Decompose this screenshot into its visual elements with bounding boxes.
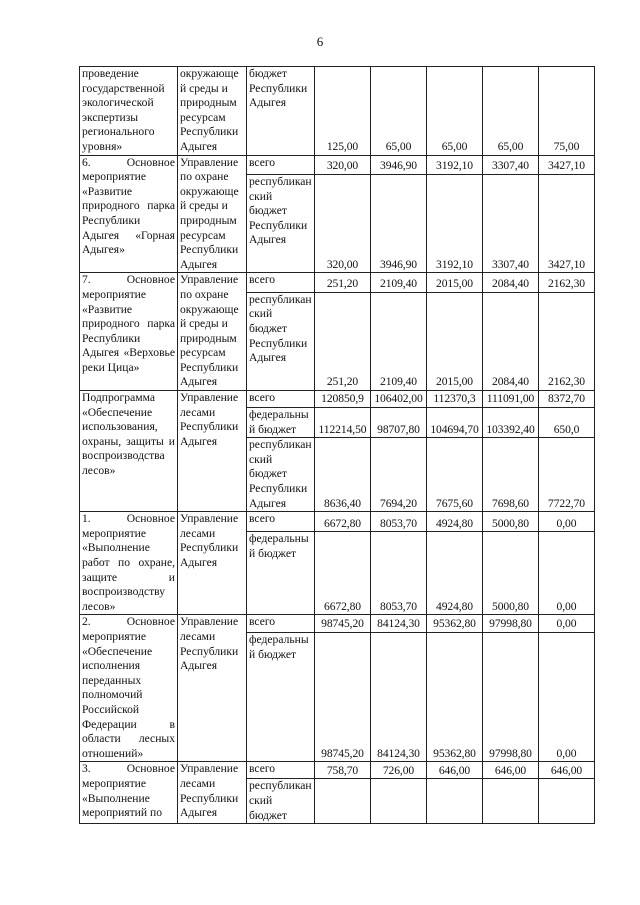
amount-cell: 95362,80 [427, 615, 483, 633]
amount-cell [371, 779, 427, 824]
amount-cell: 84124,30 [371, 615, 427, 633]
amount-cell: 3946,90 [371, 155, 427, 174]
responsible-org-cell: окружающей среды и природным ресурсам Республики Адыгея [178, 67, 247, 156]
funding-source-cell: всего [247, 273, 315, 292]
amount-cell: 125,00 [315, 67, 371, 156]
amount-cell: 106402,00 [371, 391, 427, 408]
funding-source-cell: республиканский бюджет Республики Адыгея [247, 174, 315, 272]
amount-cell: 3427,10 [539, 155, 595, 174]
amount-cell: 103392,40 [483, 408, 539, 438]
amount-cell [427, 779, 483, 824]
funding-source-cell: всего [247, 615, 315, 633]
amount-cell: 2015,00 [427, 292, 483, 390]
amount-cell: 3427,10 [539, 174, 595, 272]
funding-source-cell: всего [247, 391, 315, 408]
amount-cell: 2162,30 [539, 273, 595, 292]
table-row [80, 615, 595, 633]
amount-cell: 8053,70 [371, 512, 427, 532]
amount-cell: 3307,40 [483, 174, 539, 272]
amount-cell: 646,00 [483, 762, 539, 779]
funding-source-cell: федеральный бюджет [247, 633, 315, 762]
funding-source-cell: всего [247, 512, 315, 532]
table-row [80, 273, 595, 292]
amount-cell: 8636,40 [315, 438, 371, 512]
responsible-org-cell: Управление лесами Республики Адыгея [178, 762, 247, 824]
amount-cell: 84124,30 [371, 633, 427, 762]
amount-cell: 4924,80 [427, 532, 483, 615]
funding-source-cell: федеральный бюджет [247, 532, 315, 615]
table-row [80, 67, 595, 156]
funding-source-cell: федеральный бюджет [247, 408, 315, 438]
program-name-cell: проведение государственной экологической экспертизы регионального уровня» [80, 67, 178, 156]
program-name-cell: 2. Основное мероприятие «Обеспечение исполнения переданных полномочий Российской Федерации в области лесных отношений» [80, 615, 178, 762]
funding-source-cell: всего [247, 762, 315, 779]
table-row [80, 155, 595, 174]
amount-cell: 75,00 [539, 67, 595, 156]
amount-cell: 251,20 [315, 292, 371, 390]
responsible-org-cell: Управление лесами Республики Адыгея [178, 391, 247, 512]
amount-cell: 5000,80 [483, 512, 539, 532]
responsible-org-cell: Управление по охране окружающей среды и природным ресурсам Республики Адыгея [178, 155, 247, 273]
funding-source-cell: всего [247, 155, 315, 174]
amount-cell: 6672,80 [315, 512, 371, 532]
amount-cell: 0,00 [539, 615, 595, 633]
amount-cell: 726,00 [371, 762, 427, 779]
amount-cell: 8053,70 [371, 532, 427, 615]
budget-table [79, 66, 595, 824]
amount-cell [539, 779, 595, 824]
table-row [80, 512, 595, 532]
funding-source-cell: республиканский бюджет [247, 779, 315, 824]
responsible-org-cell: Управление по охране окружающей среды и природным ресурсам Республики Адыгея [178, 273, 247, 391]
amount-cell: 104694,70 [427, 408, 483, 438]
table-row [80, 762, 595, 779]
amount-cell: 112370,3 [427, 391, 483, 408]
amount-cell: 2162,30 [539, 292, 595, 390]
amount-cell: 111091,00 [483, 391, 539, 408]
amount-cell: 0,00 [539, 532, 595, 615]
amount-cell: 6672,80 [315, 532, 371, 615]
amount-cell [315, 779, 371, 824]
amount-cell: 65,00 [371, 67, 427, 156]
funding-source-cell: республиканский бюджет Республики Адыгея [247, 438, 315, 512]
program-name-cell: 7. Основное мероприятие «Развитие природного парка Республики Адыгея «Верховье реки Цица» [80, 273, 178, 391]
amount-cell: 95362,80 [427, 633, 483, 762]
amount-cell: 7698,60 [483, 438, 539, 512]
amount-cell: 98745,20 [315, 633, 371, 762]
amount-cell: 646,00 [539, 762, 595, 779]
amount-cell: 7722,70 [539, 438, 595, 512]
amount-cell: 758,70 [315, 762, 371, 779]
amount-cell: 7675,60 [427, 438, 483, 512]
amount-cell: 2109,40 [371, 292, 427, 390]
amount-cell: 251,20 [315, 273, 371, 292]
amount-cell: 8372,70 [539, 391, 595, 408]
amount-cell: 4924,80 [427, 512, 483, 532]
amount-cell: 97998,80 [483, 615, 539, 633]
amount-cell: 3307,40 [483, 155, 539, 174]
funding-source-cell: бюджет Республики Адыгея [247, 67, 315, 156]
amount-cell: 0,00 [539, 633, 595, 762]
program-name-cell: 3. Основное мероприятие «Выполнение мероприятий по [80, 762, 178, 824]
amount-cell: 7694,20 [371, 438, 427, 512]
amount-cell: 65,00 [427, 67, 483, 156]
amount-cell: 3192,10 [427, 155, 483, 174]
program-name-cell: 6. Основное мероприятие «Развитие природного парка Республики Адыгея «Горная Адыгея» [80, 155, 178, 273]
amount-cell: 97998,80 [483, 633, 539, 762]
funding-source-cell: республиканский бюджет Республики Адыгея [247, 292, 315, 390]
amount-cell: 98745,20 [315, 615, 371, 633]
amount-cell: 2109,40 [371, 273, 427, 292]
amount-cell: 3192,10 [427, 174, 483, 272]
program-name-cell: Подпрограмма «Обеспечение использования, охраны, защиты и воспроизводства лесов» [80, 391, 178, 512]
amount-cell: 320,00 [315, 155, 371, 174]
amount-cell: 646,00 [427, 762, 483, 779]
amount-cell: 650,0 [539, 408, 595, 438]
page-number: 6 [316, 34, 324, 49]
amount-cell: 98707,80 [371, 408, 427, 438]
amount-cell: 120850,9 [315, 391, 371, 408]
amount-cell: 3946,90 [371, 174, 427, 272]
program-name-cell: 1. Основное мероприятие «Выполнение работ по охране, защите и воспроизводству лесов» [80, 512, 178, 615]
amount-cell: 320,00 [315, 174, 371, 272]
responsible-org-cell: Управление лесами Республики Адыгея [178, 512, 247, 615]
amount-cell: 2084,40 [483, 273, 539, 292]
amount-cell: 5000,80 [483, 532, 539, 615]
amount-cell: 0,00 [539, 512, 595, 532]
amount-cell: 65,00 [483, 67, 539, 156]
amount-cell [483, 779, 539, 824]
table-row [80, 391, 595, 408]
responsible-org-cell: Управление лесами Республики Адыгея [178, 615, 247, 762]
amount-cell: 2084,40 [483, 292, 539, 390]
amount-cell: 112214,50 [315, 408, 371, 438]
amount-cell: 2015,00 [427, 273, 483, 292]
